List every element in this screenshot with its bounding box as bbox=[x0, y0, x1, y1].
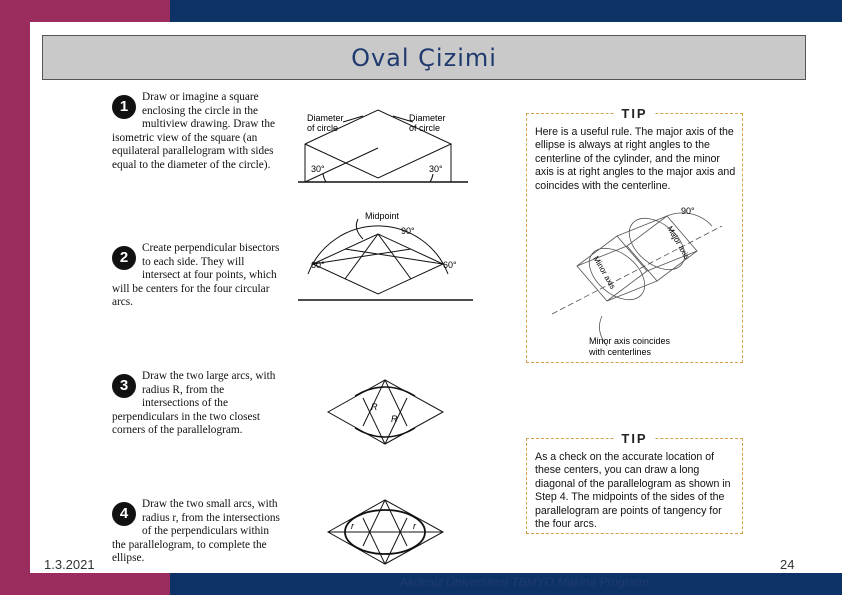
fig1-label-right-1: Diameter bbox=[409, 113, 446, 123]
fig2-angle-top: 90° bbox=[401, 226, 415, 236]
fig1-angle-left: 30° bbox=[311, 164, 325, 174]
title-box bbox=[42, 35, 806, 80]
step-4-text: Draw the two small arcs, with radius r, from the intersections of the perpendiculars within the parallelogram, to complete the ellipse. bbox=[112, 498, 280, 564]
tip-box-1 bbox=[526, 106, 743, 363]
textbook-figure bbox=[108, 86, 752, 572]
step-1-number: 1 bbox=[112, 95, 136, 119]
step-3 bbox=[112, 370, 280, 438]
fig1-label-right-2: of circle bbox=[409, 123, 441, 133]
fig4-radius-label-2: r bbox=[413, 521, 416, 531]
step-3-number: 3 bbox=[112, 374, 136, 398]
top-left-frame-bar bbox=[0, 0, 170, 22]
top-frame-bar bbox=[170, 0, 842, 22]
tip-1-angle: 90° bbox=[681, 206, 695, 216]
figure-2-bisectors bbox=[293, 204, 483, 304]
tip-1-caption-2: with centerlines bbox=[589, 347, 652, 356]
tip-1-heading: TIP bbox=[615, 106, 653, 121]
fig3-radius-label-2: R bbox=[391, 414, 398, 424]
fig2-midpoint-label: Midpoint bbox=[365, 211, 400, 221]
fig1-label-left-1: Diameter bbox=[307, 113, 344, 123]
fig1-angle-right: 30° bbox=[429, 164, 443, 174]
step-2 bbox=[112, 242, 280, 310]
fig1-label-left-2: of circle bbox=[307, 123, 339, 133]
fig2-angle-right: 60° bbox=[443, 260, 457, 270]
fig4-radius-label-1: r bbox=[351, 521, 354, 531]
step-2-number: 2 bbox=[112, 246, 136, 270]
step-3-text: Draw the two large arcs, with radius R, from the intersections of the perpendiculars in the two closest corners of the parallelogram. bbox=[112, 370, 276, 436]
fig2-angle-left: 60° bbox=[311, 260, 325, 270]
left-frame-bar bbox=[0, 0, 30, 595]
tip-box-2 bbox=[526, 431, 743, 534]
step-1 bbox=[112, 91, 280, 172]
tip-1-cylinder-figure bbox=[547, 206, 727, 356]
figure-4-ellipse-drawing bbox=[323, 496, 453, 568]
step-1-text: Draw or imagine a square enclosing the circle in the multiview drawing. Draw the isometric view of the square (an equilateral parallelogram with sides equal to the diameter of the circle). bbox=[112, 91, 276, 171]
fig3-radius-label-1: R bbox=[371, 402, 378, 412]
footer-page-number: 24 bbox=[780, 557, 795, 572]
figure-1-parallelogram bbox=[293, 96, 483, 188]
footer-date: 1.3.2021 bbox=[44, 557, 95, 572]
figure-3-large-arcs bbox=[323, 376, 453, 448]
step-4 bbox=[112, 498, 280, 566]
slide-title: Oval Çizimi bbox=[351, 43, 497, 72]
tip-2-heading: TIP bbox=[615, 431, 653, 446]
tip-2-text: As a check on the accurate location of these centers, you can draw a long diagonal of the parallelogram as shown in Step 4. The midpoints of the sides of the parallelogram are points of tangency for the four arcs. bbox=[535, 451, 731, 531]
footer-institution: Akdeniz Üniversitesi TBMYO Makina Programı bbox=[400, 575, 649, 589]
tip-1-minor-axis-label: Minor axis bbox=[591, 254, 618, 291]
step-2-text: Create perpendicular bisectors to each side. They will intersect at four points, which will be centers for the four circular arcs. bbox=[112, 242, 280, 308]
tip-1-major-axis-label: Major axis bbox=[665, 224, 692, 261]
bottom-left-frame-bar bbox=[0, 573, 170, 595]
tip-1-text: Here is a useful rule. The major axis of the ellipse is always at right angles to the centerline of the cylinder, and the minor axis is at right angles to the major axis and coincides with the centerline. bbox=[535, 126, 736, 192]
tip-1-caption-1: Minor axis coincides bbox=[589, 336, 671, 346]
step-4-number: 4 bbox=[112, 502, 136, 526]
